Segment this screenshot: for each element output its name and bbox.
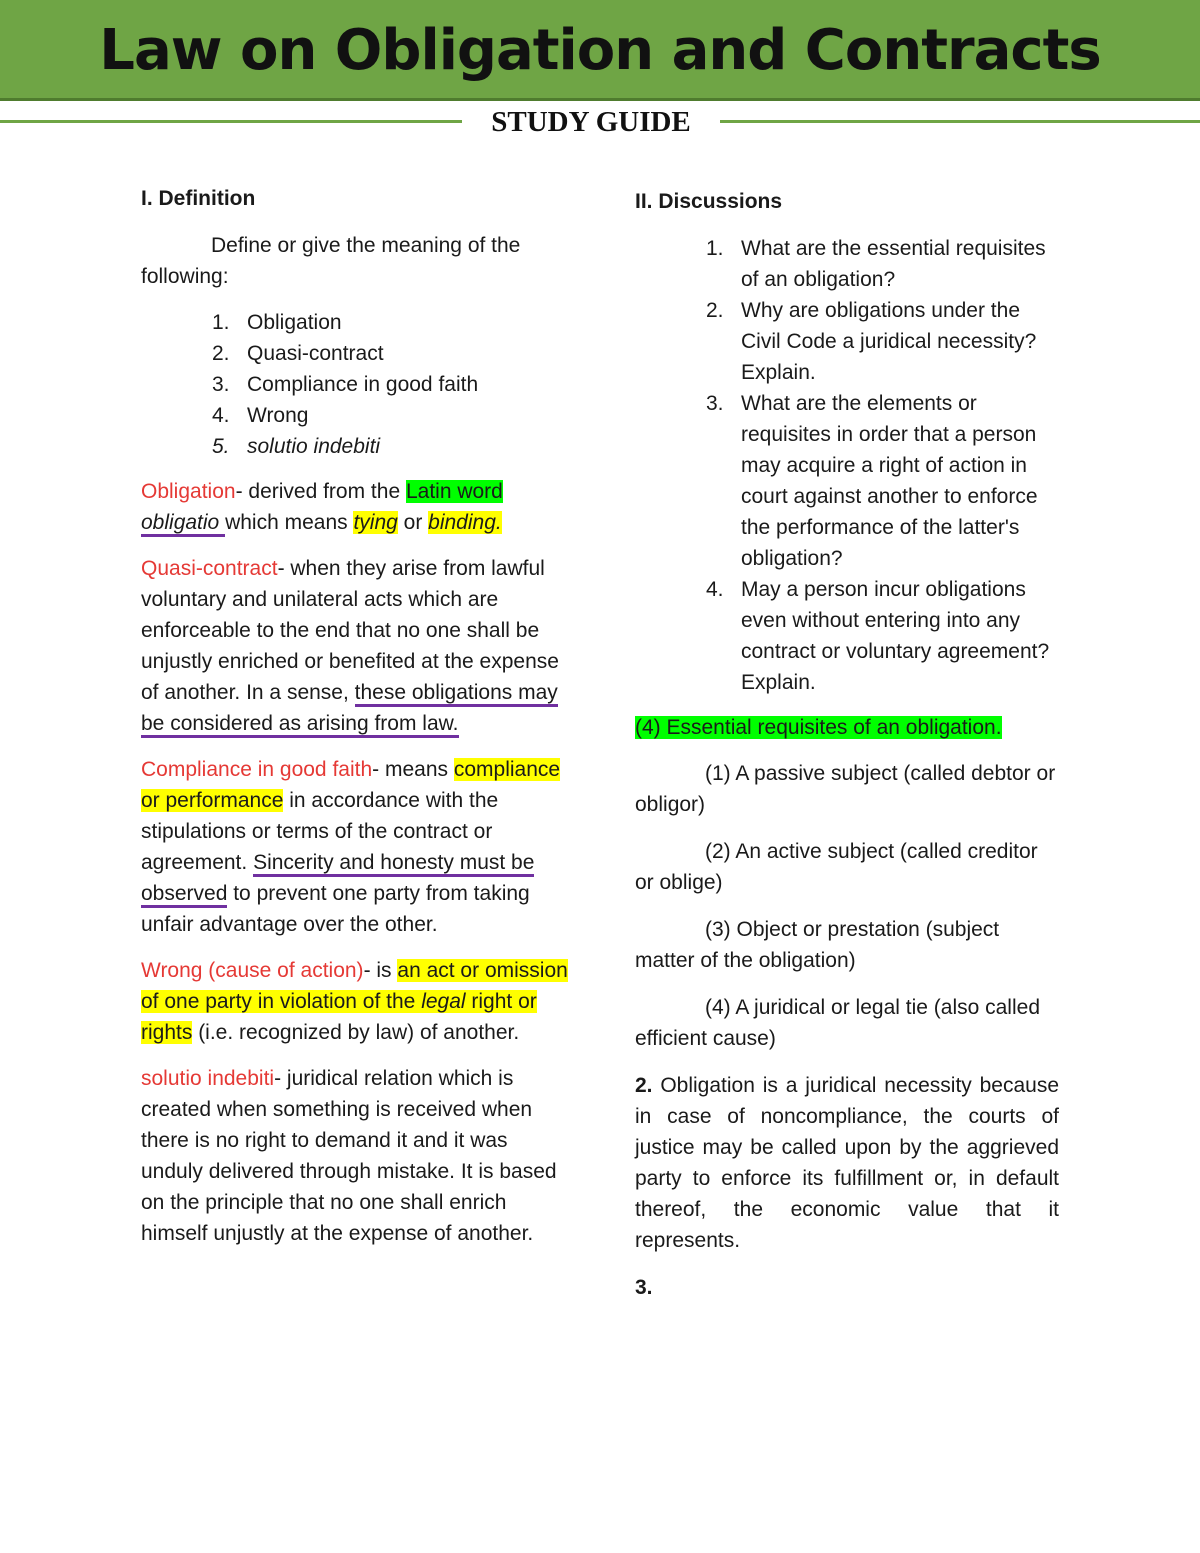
answer-3: 3. [635, 1276, 653, 1299]
list-item: 1. What are the essential requisites of an obligation? [706, 237, 1046, 291]
list-item: 3. Compliance in good faith [212, 373, 479, 396]
definition-compliance: Compliance in good faith- means compliance or performance in accordance with the stipulations or terms of the contract or agreement. Sincerity and honesty must be observed to prevent one party from taking unfair advantage over the other. [141, 758, 561, 936]
requisites-title: (4) Essential requisites of an obligation. [635, 716, 1002, 739]
list-item: 4. Wrong [212, 404, 309, 427]
section-heading-discussions: II. Discussions [635, 190, 783, 213]
definition-intro: Define or give the meaning of the following: [141, 234, 521, 288]
requisite-item: (3) Object or prestation (subject matter of the obligation) [635, 918, 1000, 972]
definition-quasi-contract: Quasi-contract- when they arise from lawful voluntary and unilateral acts which are enforceable to the end that no one shall be unjustly enriched or benefited at the expense of another. In a sense, these obligations may be considered as arising from law. [141, 553, 571, 739]
title-banner [0, 0, 1200, 101]
requisite-item: (4) A juridical or legal tie (also called efficient cause) [635, 996, 1040, 1050]
requisite-item: (2) An active subject (called creditor or oblige) [635, 840, 1038, 894]
divider-right [720, 120, 1200, 123]
section-heading-definition: I. Definition [141, 187, 256, 210]
divider-left [0, 120, 462, 123]
subtitle: STUDY GUIDE [491, 106, 691, 138]
list-item: 1. Obligation [212, 311, 342, 334]
definition-obligation: Obligation- derived from the Latin word obligatio which means tying or binding. [141, 476, 571, 538]
definition-wrong: Wrong (cause of action)- is an act or omission of one party in violation of the legal right or rights (i.e. recognized by law) of another. [141, 959, 568, 1044]
list-item: 2. Why are obligations under the Civil Code a juridical necessity? Explain. [706, 299, 1037, 384]
definition-column [141, 183, 571, 1264]
answer-2: 2. Obligation is a juridical necessity because in case of noncompliance, the courts of justice may be called upon by the aggrieved party to enforce its fulfillment or, in default thereof, the economic value that it represents. [635, 1074, 1059, 1252]
definition-solutio-indebiti: solutio indebiti- juridical relation which is created when something is received when there is no right to demand it and it was unduly delivered through mistake. It is based on the principle that no one shall enrich himself unjustly at the expense of another. [141, 1067, 557, 1245]
requisite-item: (1) A passive subject (called debtor or obligor) [635, 762, 1056, 816]
list-item: 3. What are the elements or requisites in order that a person may acquire a right of action in court against another to enforce the performance of the latter's obligation? [706, 392, 1038, 570]
list-item: 5. solutio indebiti [212, 435, 381, 458]
document-title: Law on Obligation and Contracts [99, 18, 1101, 83]
definition-list [141, 307, 571, 462]
discussion-column [635, 186, 1059, 1318]
list-item: 4. May a person incur obligations even without entering into any contract or voluntary agreement? Explain. [706, 578, 1050, 694]
question-list [635, 233, 1059, 698]
list-item: 2. Quasi-contract [212, 342, 384, 365]
